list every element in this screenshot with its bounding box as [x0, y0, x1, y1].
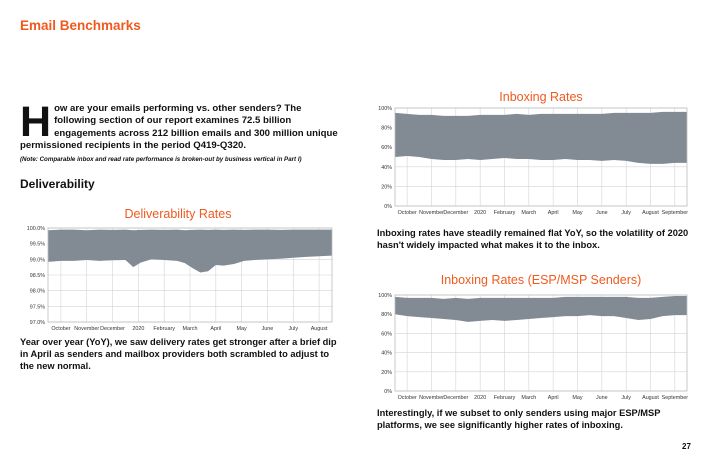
intro-text: ow are your emails performing vs. other senders? The following section of our report examines 72.5 billion engagements across 212 billion emails and 300 million unique permissioned recipients in the period Q419-Q320. — [20, 103, 338, 152]
inboxing-chart-title: Inboxing Rates — [499, 90, 583, 104]
x-tick-label: March — [182, 326, 198, 332]
area-band — [395, 296, 687, 322]
y-tick-label: 100% — [378, 293, 392, 299]
page-number: 27 — [682, 442, 691, 451]
y-tick-label: 20% — [381, 369, 392, 376]
x-tick-label: June — [595, 210, 608, 216]
x-tick-label: November — [419, 210, 444, 216]
x-tick-label: July — [621, 395, 631, 401]
deliverability-caption: Year over year (YoY), we saw delivery rates get stronger after a brief dip in April as senders and mailbox providers both scrambled to adjust to the new normal. — [20, 337, 337, 371]
y-tick-label: 98.0% — [29, 288, 45, 295]
x-tick-label: December — [443, 210, 469, 216]
y-tick-label: 40% — [381, 350, 392, 357]
x-tick-label: May — [572, 210, 583, 216]
x-tick-label: August — [642, 210, 659, 216]
y-tick-label: 99.0% — [29, 257, 45, 264]
x-tick-label: 2020 — [474, 395, 487, 401]
x-tick-label: December — [100, 326, 125, 332]
x-tick-label: 2020 — [474, 210, 487, 216]
y-tick-label: 60% — [381, 145, 392, 152]
y-tick-label: 0% — [384, 389, 392, 395]
area-band — [48, 230, 332, 273]
inboxing-esp-caption: Interestingly, if we subset to only senders using major ESP/MSP platforms, we see significantly higher rates of inboxing. — [377, 408, 661, 430]
y-tick-label: 80% — [381, 312, 392, 319]
x-tick-label: March — [521, 210, 537, 216]
deliverability-chart — [26, 226, 332, 332]
x-tick-label: October — [397, 395, 417, 401]
inboxing-chart — [378, 106, 689, 216]
y-tick-label: 20% — [381, 184, 392, 191]
x-tick-label: November — [419, 395, 444, 401]
y-tick-label: 80% — [381, 125, 392, 132]
y-tick-label: 97.0% — [29, 320, 45, 326]
inboxing-caption: Inboxing rates have steadily remained flat YoY, so the volatility of 2020 hasn't widely impacted what makes it to the inbox. — [377, 228, 689, 250]
inboxing-esp-chart-title: Inboxing Rates (ESP/MSP Senders) — [440, 273, 642, 287]
x-tick-label: 2020 — [132, 326, 145, 332]
x-tick-label: November — [74, 326, 100, 332]
x-tick-label: August — [310, 326, 328, 332]
deliverability-chart-title: Deliverability Rates — [124, 207, 232, 221]
x-tick-label: April — [210, 326, 222, 332]
x-tick-label: July — [621, 210, 631, 216]
x-tick-label: July — [288, 326, 299, 332]
x-tick-label: April — [547, 210, 559, 216]
x-tick-label: October — [51, 326, 71, 332]
x-tick-label: February — [493, 210, 516, 216]
intro-note: (Note: Comparable inbox and read rate performance is broken-out by business vertical in Part I) — [20, 156, 302, 163]
x-tick-label: June — [595, 395, 608, 401]
x-tick-label: October — [397, 210, 417, 216]
intro-paragraph — [20, 98, 338, 153]
x-tick-label: May — [236, 326, 247, 332]
inboxing-esp-chart — [378, 293, 689, 401]
area-band — [395, 112, 687, 164]
y-tick-label: 60% — [381, 331, 392, 338]
x-tick-label: August — [642, 395, 659, 401]
y-tick-label: 100% — [378, 106, 392, 112]
x-tick-label: June — [261, 326, 274, 332]
x-tick-label: February — [493, 395, 516, 401]
y-tick-label: 98.5% — [29, 273, 45, 279]
y-tick-label: 97.5% — [29, 304, 45, 311]
x-tick-label: September — [661, 210, 689, 216]
x-tick-label: March — [521, 395, 537, 401]
y-tick-label: 99.5% — [29, 241, 45, 248]
y-tick-label: 40% — [381, 164, 392, 171]
x-tick-label: April — [547, 395, 559, 401]
x-tick-label: September — [661, 395, 689, 401]
y-tick-label: 100.0% — [26, 226, 45, 232]
x-tick-label: December — [443, 395, 469, 401]
y-tick-label: 0% — [384, 204, 392, 210]
drop-cap: H — [20, 98, 52, 146]
x-tick-label: February — [153, 326, 175, 332]
x-tick-label: May — [572, 395, 583, 401]
page-title: Email Benchmarks — [20, 18, 141, 33]
section-heading: Deliverability — [20, 177, 95, 191]
